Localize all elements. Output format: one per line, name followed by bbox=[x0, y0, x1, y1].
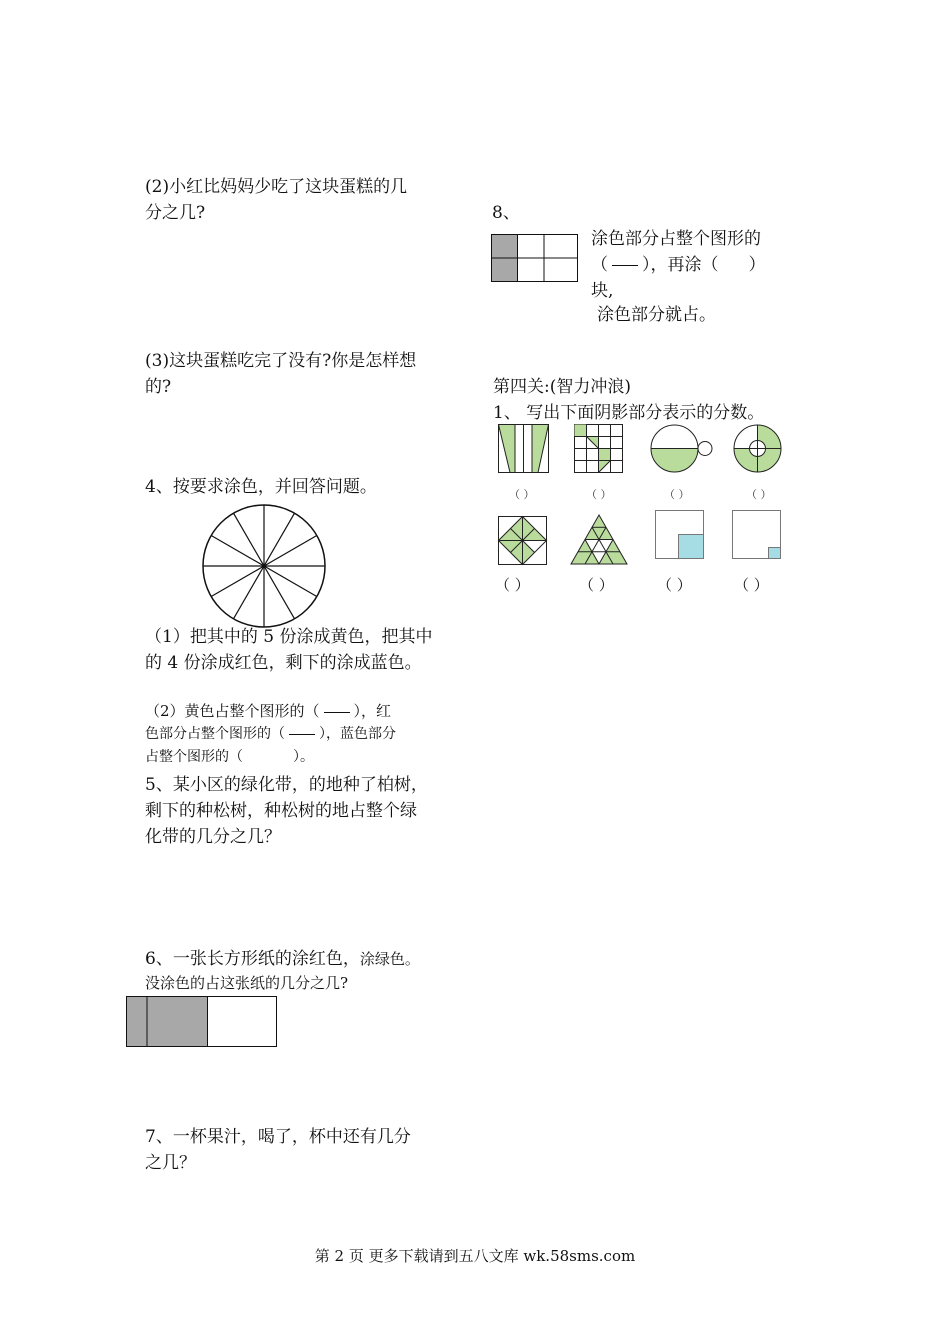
question-4-1-line1: （1）把其中的 5 份涂成黄色，把其中 bbox=[145, 627, 433, 647]
fig-triangle-grid bbox=[570, 514, 628, 566]
rectangle-paper-figure bbox=[126, 996, 277, 1047]
question-4-2-line1 bbox=[145, 700, 391, 722]
fig-square-triangles bbox=[498, 516, 548, 566]
page-footer: 第 2 页 更多下载请到五八文库 wk.58sms.com bbox=[314, 1247, 636, 1265]
q8-close-paren: ） bbox=[748, 255, 766, 275]
q4-2-yellow-suffix: ），红 bbox=[353, 702, 392, 720]
question-3-3-line2: 的? bbox=[145, 377, 172, 397]
q4-2-red-prefix: 色部分占整个图形的（ bbox=[145, 726, 285, 742]
q8-line3: 块, bbox=[591, 281, 614, 301]
q4-2-blue-suffix: ）。 bbox=[293, 749, 314, 765]
question-4-1-line2: 的 4 份涂成红色，剩下的涂成蓝色。 bbox=[145, 653, 422, 673]
q8-open-paren: （ bbox=[591, 255, 608, 275]
q6-text-b: 涂绿色。 bbox=[359, 950, 420, 968]
question-6-line2: 没涂色的占这张纸的几分之几? bbox=[145, 974, 349, 992]
question-7-line1: 7、一杯果汁，喝了，杯中还有几分 bbox=[145, 1127, 411, 1147]
q4-2-red-suffix: ），蓝色部分 bbox=[319, 726, 396, 742]
question-5-line2: 剩下的种松树，种松树的地占整个绿 bbox=[145, 801, 417, 821]
answer-paren[interactable]: （ ） bbox=[657, 576, 692, 594]
fig-square-blue-large bbox=[655, 510, 705, 560]
question-7-line2: 之几？ bbox=[145, 1153, 196, 1173]
fraction-blank[interactable] bbox=[324, 712, 350, 713]
q4-2-blue-prefix: 占整个图形的（ bbox=[145, 749, 243, 765]
fig-square-blue-small bbox=[732, 510, 782, 560]
answer-paren[interactable]: （ ） bbox=[579, 576, 614, 594]
fraction-blank[interactable] bbox=[612, 265, 638, 266]
question-5-line3: 化带的几分之几？ bbox=[145, 827, 281, 847]
question-3-2-line2: 分之几? bbox=[145, 203, 206, 223]
section-4-title: 第四关:(智力冲浪) bbox=[493, 377, 631, 397]
question-4-title: 4、按要求涂色，并回答问题。 bbox=[145, 477, 377, 497]
q6-text-a: 6、一张长方形纸的涂红色， bbox=[145, 949, 360, 969]
q8-mid-text: ），再涂（ bbox=[642, 255, 719, 275]
q8-grid-figure bbox=[491, 234, 579, 282]
answer-paren[interactable]: （ ） bbox=[664, 488, 690, 501]
fraction-blank[interactable] bbox=[289, 734, 315, 735]
fig-square-trapezoid bbox=[498, 424, 550, 474]
question-5-line1: 5、某小区的绿化带，的地种了柏树， bbox=[145, 775, 428, 795]
answer-paren[interactable]: （ ） bbox=[586, 488, 612, 501]
question-4-2-line2 bbox=[145, 723, 396, 745]
q8-line2 bbox=[591, 252, 766, 278]
question-6-line1 bbox=[145, 946, 420, 972]
question-8-number: 8、 bbox=[492, 203, 520, 223]
answer-paren[interactable]: （ ） bbox=[734, 576, 769, 594]
twelve-part-circle bbox=[201, 503, 327, 629]
q8-line4: 涂色部分就占。 bbox=[597, 305, 716, 325]
answer-paren[interactable]: （ ） bbox=[509, 488, 535, 501]
fig-half-circle bbox=[650, 424, 716, 474]
question-3-2-line1: (2)小红比妈妈少吃了这块蛋糕的几 bbox=[145, 177, 408, 197]
question-3-3-line1: (3)这块蛋糕吃完了没有?你是怎样想 bbox=[145, 351, 417, 371]
q8-line1: 涂色部分占整个图形的 bbox=[591, 229, 761, 249]
answer-paren[interactable]: （ ） bbox=[495, 576, 530, 594]
answer-paren[interactable]: （ ） bbox=[746, 488, 772, 501]
fig-ring-circle bbox=[733, 424, 783, 474]
q4-2-yellow-prefix: （2）黄色占整个图形的（ bbox=[145, 702, 320, 720]
question-4-2-line3 bbox=[145, 746, 314, 768]
section-4-question-1: 1、 写出下面阴影部分表示的分数。 bbox=[493, 403, 765, 423]
fig-grid-squares bbox=[574, 424, 624, 474]
